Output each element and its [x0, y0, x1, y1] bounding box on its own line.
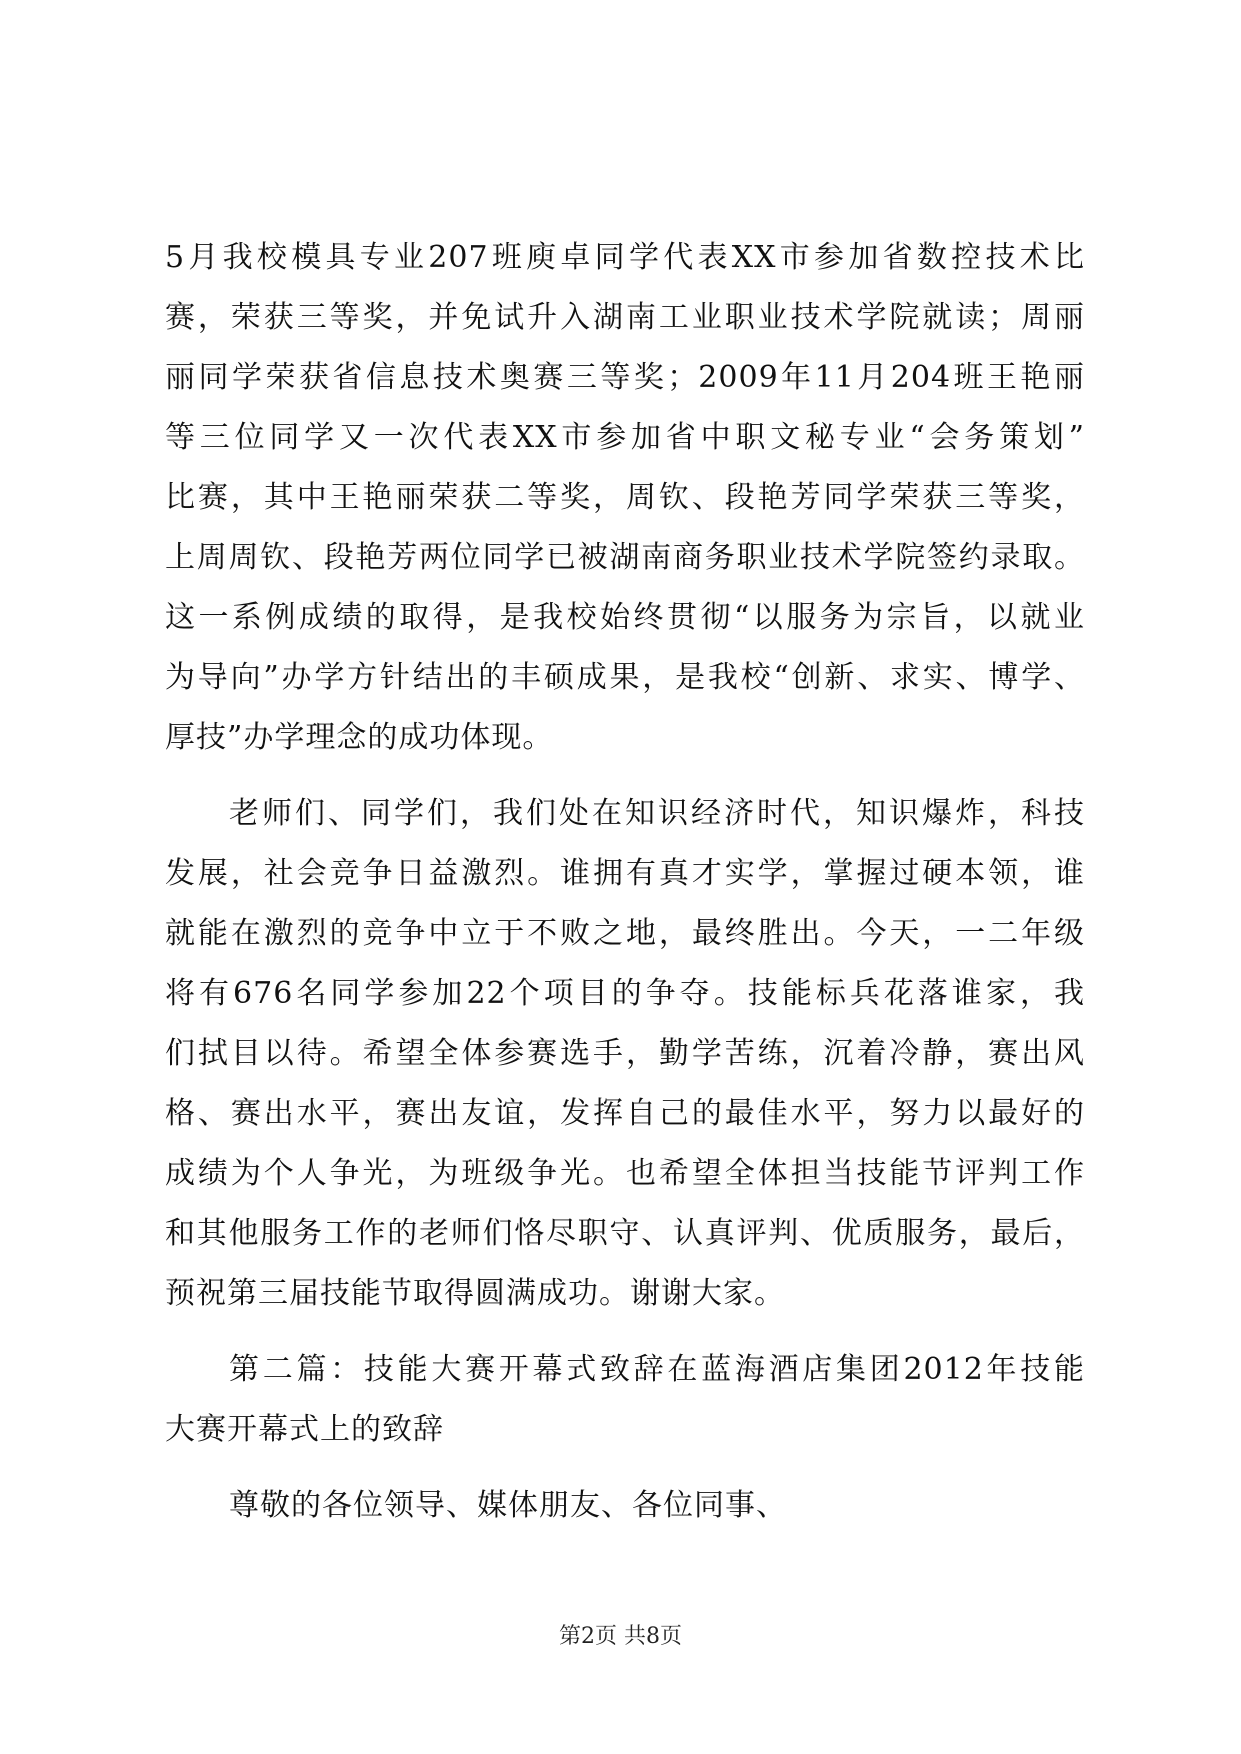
page-footer: 第2页 共8页 — [559, 1624, 682, 1649]
text-line: 尊敬的各位领导、媒体朋友、各位同事、 — [229, 1488, 787, 1523]
text-line: 赛，荣获三等奖，并免试升入湖南工业职业技术学院就读；周丽 — [165, 300, 1085, 335]
text-line: 为导向”办学方针结出的丰硕成果，是我校“创新、求实、博学、 — [165, 660, 1085, 695]
text-line: 第二篇：技能大赛开幕式致辞在蓝海酒店集团2012年技能 — [229, 1352, 1085, 1387]
text-line: 将有676名同学参加22个项目的争夺。技能标兵花落谁家，我 — [165, 976, 1085, 1011]
text-line: 老师们、同学们，我们处在知识经济时代，知识爆炸，科技 — [229, 796, 1085, 831]
paragraph-gap — [165, 1324, 1085, 1340]
text-line: 5月我校模具专业207班庾卓同学代表XX市参加省数控技术比 — [165, 240, 1085, 275]
text-line: 预祝第三届技能节取得圆满成功。谢谢大家。 — [165, 1276, 785, 1311]
paragraph-gap — [165, 1460, 1085, 1476]
text-line: 等三位同学又一次代表XX市参加省中职文秘专业“会务策划” — [165, 420, 1085, 455]
paragraph-2 — [165, 784, 1085, 1324]
text-line: 丽同学荣获省信息技术奥赛三等奖；2009年11月204班王艳丽 — [165, 360, 1085, 395]
text-line: 们拭目以待。希望全体参赛选手，勤学苦练，沉着冷静，赛出风 — [165, 1036, 1085, 1071]
text-line: 厚技”办学理念的成功体现。 — [165, 720, 554, 755]
text-line: 发展，社会竞争日益激烈。谁拥有真才实学，掌握过硬本领，谁 — [165, 856, 1085, 891]
salutation — [165, 1476, 1085, 1536]
text-line: 大赛开幕式上的致辞 — [165, 1412, 444, 1447]
paragraph-gap — [165, 768, 1085, 784]
text-line: 成绩为个人争光，为班级争光。也希望全体担当技能节评判工作 — [165, 1156, 1085, 1191]
text-line: 比赛，其中王艳丽荣获二等奖，周钦、段艳芳同学荣获三等奖， — [165, 480, 1085, 515]
section-heading — [165, 1340, 1085, 1460]
text-line: 和其他服务工作的老师们恪尽职守、认真评判、优质服务，最后， — [165, 1216, 1085, 1251]
paragraph-1 — [165, 228, 1085, 768]
text-line: 这一系例成绩的取得，是我校始终贯彻“以服务为宗旨，以就业 — [165, 600, 1085, 635]
text-line: 格、赛出水平，赛出友谊，发挥自己的最佳水平，努力以最好的 — [165, 1096, 1085, 1131]
text-line: 上周周钦、段艳芳两位同学已被湖南商务职业技术学院签约录取。 — [165, 540, 1085, 575]
text-line: 就能在激烈的竞争中立于不败之地，最终胜出。今天，一二年级 — [165, 916, 1085, 951]
document-body — [165, 228, 1085, 1536]
